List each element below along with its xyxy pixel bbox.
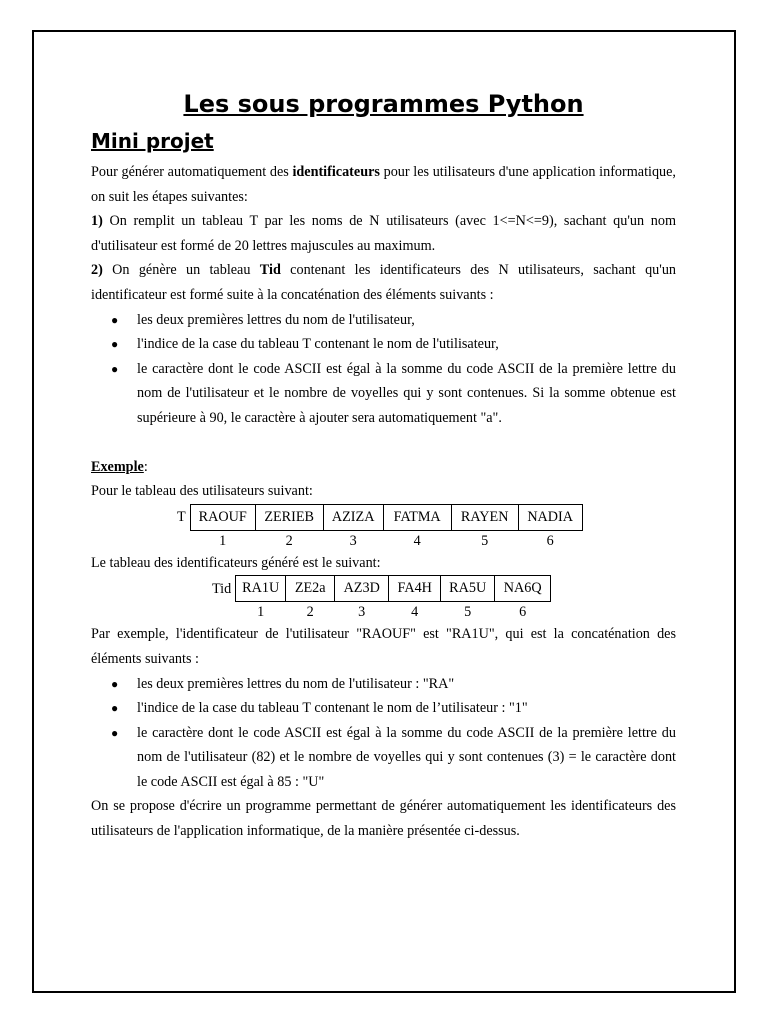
table-cell: FA4H <box>389 576 441 602</box>
table-index: 3 <box>358 604 366 621</box>
table-cell: FATMA <box>383 504 451 530</box>
step-2 <box>91 258 676 307</box>
table-cell: RAOUF <box>190 504 255 530</box>
table-cell: RA5U <box>441 576 495 602</box>
list-item <box>91 357 676 431</box>
table-t-intro: Pour le tableau des utilisateurs suivant: <box>91 483 313 500</box>
intro-suffix: pour les utilisateurs d'une application informatique, on suit les étapes suivantes: <box>91 164 676 205</box>
step-2-bold: Tid <box>259 262 281 279</box>
list-item <box>91 332 676 357</box>
step-2-number: 2) <box>91 262 103 279</box>
table-index: 1 <box>219 532 227 549</box>
table-cell: ZE2a <box>286 576 335 602</box>
example-list <box>91 672 676 795</box>
step-1-text: On remplit un tableau T par les noms de N utilisateurs (avec 1<=N<=9), sachant qu'un nom d'utilisateur est formé de 20 lettres majuscules au maximum. <box>91 213 676 254</box>
table-index: 4 <box>413 532 421 549</box>
table-index: 3 <box>349 532 357 549</box>
list-item-text: l'indice de la case du tableau T contenant le nom de l'utilisateur, <box>137 336 499 353</box>
exemple-colon: : <box>143 458 148 475</box>
table-tid-intro: Le tableau des identificateurs généré est le suivant: <box>91 554 381 571</box>
list-item-text: le caractère dont le code ASCII est égal à la somme du code ASCII de la première lettre du nom de l'utilisateur et le nombre de voyelles qui y sont contenues. Si la somme obtenue est supérieure à 90, le caractère à ajouter sera automatiquement "a". <box>137 360 676 426</box>
list-item <box>91 672 676 697</box>
step-2-pre: On génère un tableau <box>102 262 260 279</box>
intro-bold: identificateurs <box>292 164 380 180</box>
conclusion-paragraph: On se propose d'écrire un programme permettant de générer automatiquement les identificateurs des utilisateurs de l'application informatique, de la manière présentée ci-dessus. <box>91 798 676 840</box>
bullet-icon: ● <box>111 725 119 740</box>
table-cell: AZIZA <box>323 504 383 530</box>
section-title: Mini projet <box>91 129 214 153</box>
list-item-text: le caractère dont le code ASCII est égal à la somme du code ASCII de la première lettre du nom de l'utilisateur (82) et le nombre de voyelles qui y sont contenues (3) = le caractère dont le code ASCII est égal à 85 : "U" <box>137 724 676 790</box>
table-index: 5 <box>481 532 489 549</box>
exemple-label: Exemple <box>91 458 144 475</box>
table-index: 5 <box>464 604 472 621</box>
table-t-label: T <box>177 509 186 526</box>
table-cell: RA1U <box>236 576 286 602</box>
list-item-text: les deux premières lettres du nom de l'utilisateur : "RA" <box>137 675 455 692</box>
table-index: 4 <box>411 604 419 621</box>
list-item <box>91 721 676 795</box>
example-paragraph: Par exemple, l'identificateur de l'utilisateur "RAOUF" est "RA1U", qui est la concaténation des éléments suivants : <box>91 626 676 667</box>
bullet-icon: ● <box>111 361 119 376</box>
table-cell: AZ3D <box>335 576 389 602</box>
document-content <box>91 86 676 844</box>
intro-paragraph <box>91 160 676 209</box>
list-item-text: les deux premières lettres du nom de l'utilisateur, <box>137 311 415 328</box>
step-1-number: 1) <box>91 213 103 230</box>
list-item <box>91 696 676 721</box>
list-item <box>91 308 676 333</box>
step-1 <box>91 209 676 258</box>
step-2-text: contenant les identificateurs des N utilisateurs, sachant qu'un identificateur est formé suite à la concaténation des éléments suivants : <box>91 262 677 303</box>
page-title: Les sous programmes Python <box>183 90 584 118</box>
table-t <box>176 504 583 551</box>
bullet-icon: ● <box>111 312 119 327</box>
table-index: 6 <box>519 604 527 621</box>
table-tid-label: Tid <box>212 580 232 597</box>
table-cell: NA6Q <box>495 576 551 602</box>
table-index: 6 <box>546 532 554 549</box>
table-index: 2 <box>306 604 314 621</box>
bullet-icon: ● <box>111 337 119 352</box>
table-cell: NADIA <box>518 504 582 530</box>
table-cell: ZERIEB <box>255 504 323 530</box>
table-cell: RAYEN <box>451 504 518 530</box>
list-item-text: l'indice de la case du tableau T contenant le nom de l’utilisateur : "1" <box>137 700 528 717</box>
bullet-icon: ● <box>111 676 119 691</box>
table-index: 2 <box>285 532 293 549</box>
table-tid <box>211 575 551 622</box>
bullet-icon: ● <box>111 701 119 716</box>
exemple-heading <box>91 455 676 480</box>
table-index: 1 <box>257 604 265 621</box>
rules-list <box>91 308 676 431</box>
intro-prefix: Pour générer automatiquement des <box>91 164 293 180</box>
